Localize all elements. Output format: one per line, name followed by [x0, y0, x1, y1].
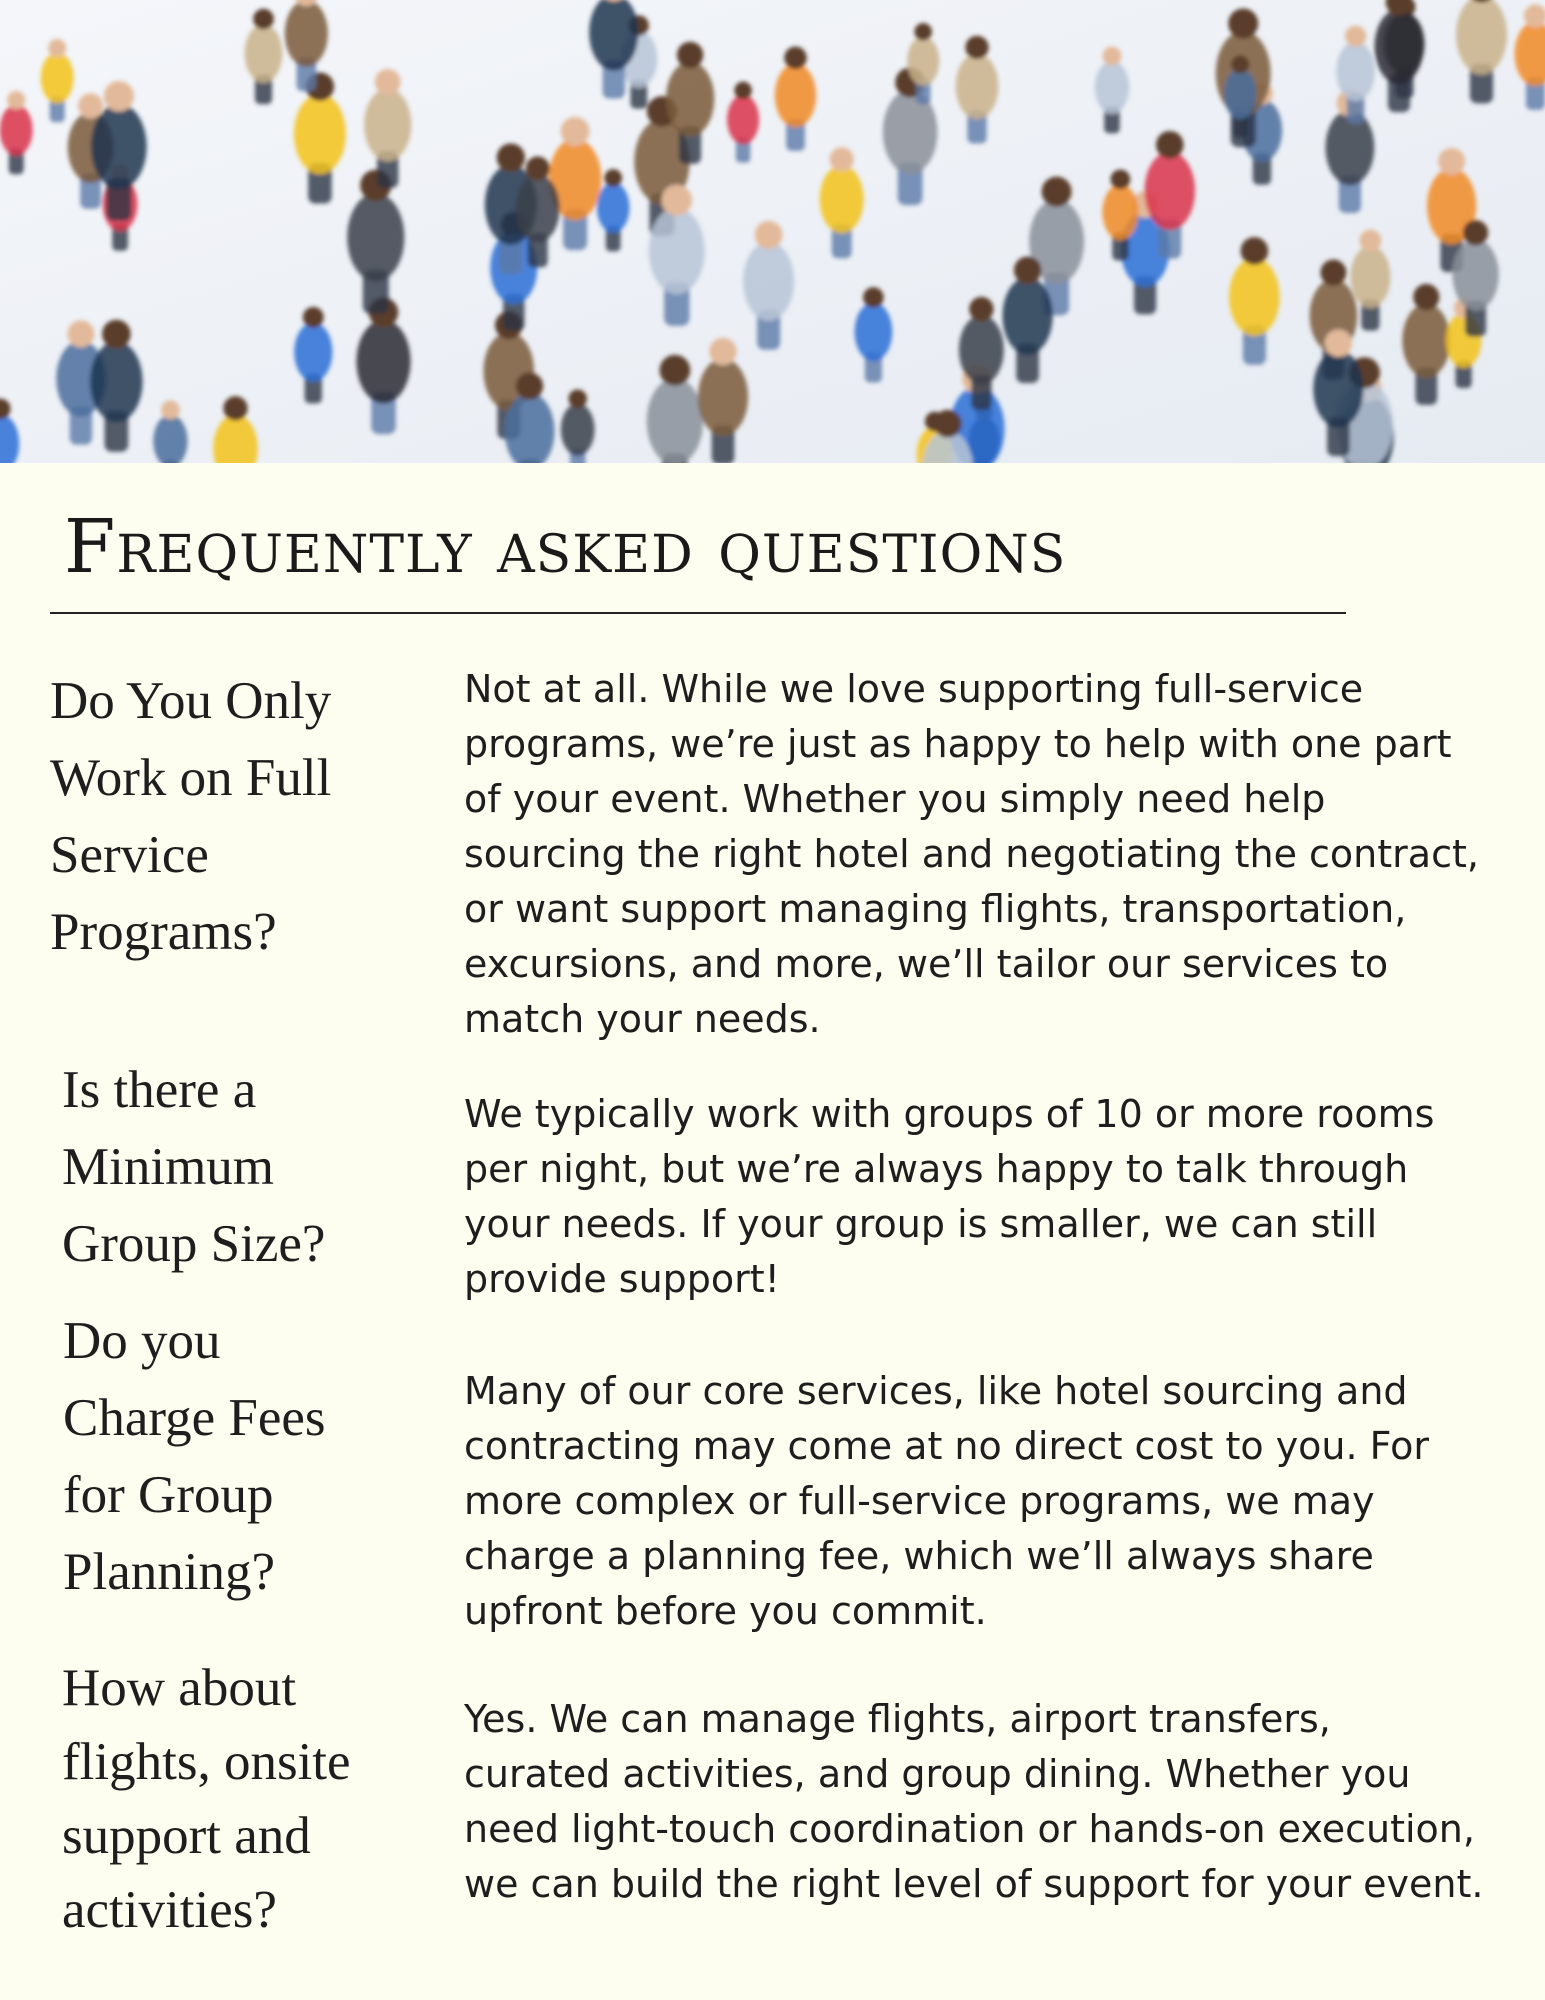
page-title: Frequently asked questions: [64, 504, 1067, 590]
faq-question-3: Do you Charge Fees for Group Planning?: [63, 1312, 326, 1601]
faq-question-2: Is there a Minimum Group Size?: [62, 1061, 326, 1273]
crowd-photo-icon: [0, 0, 1545, 463]
hero-image: [0, 0, 1545, 463]
faq-answer-2: We typically work with groups of 10 or more rooms per night, but we’re always happy to talk through your needs. If your group is smaller, we can still provide support!: [464, 1092, 1435, 1301]
faq-question-1: Do You Only Work on Full Service Programs?: [50, 672, 332, 961]
faq-answer-3: Many of our core services, like hotel sourcing and contracting may come at no direct cost to you. For more complex or full-service programs, we may charge a planning fee, which we’ll always share upfront before you commit.: [464, 1369, 1430, 1633]
title-divider: [50, 612, 1346, 614]
faq-answer-1: Not at all. While we love supporting full-service programs, we’re just as happy to help with one part of your event. Whether you simply need help sourcing the right hotel and negotiating the contract, or want support managing flights, transportation, excursions, and more, we’ll tailor our services to match your needs.: [464, 667, 1479, 1041]
faq-question-4: How about flights, onsite support and activities?: [62, 1659, 351, 1939]
faq-answer-4: Yes. We can manage flights, airport transfers, curated activities, and group dining. Whether you need light-touch coordination or hands-on execution, we can build the right level of support for your event.: [464, 1697, 1484, 1906]
